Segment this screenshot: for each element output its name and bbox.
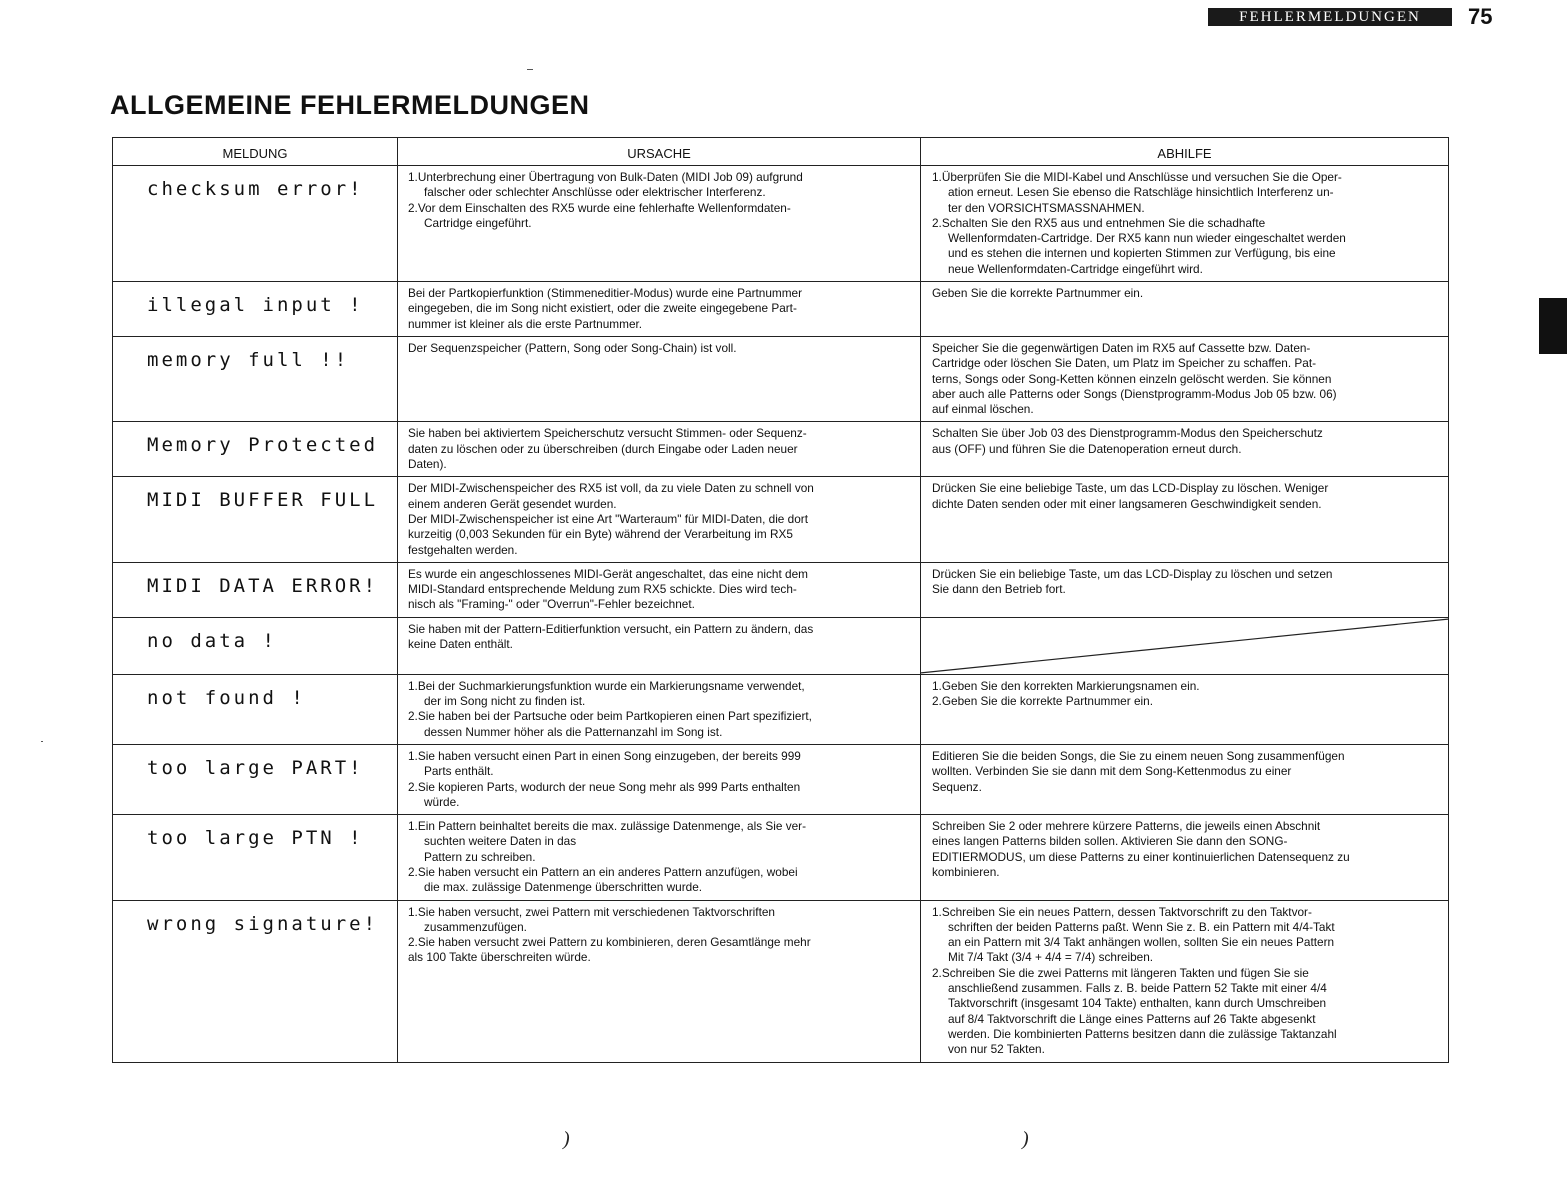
error-cause xyxy=(398,617,921,674)
cause-line: 1.Ein Pattern beinhaltet bereits die max. zulässige Datenmenge, als Sie ver- xyxy=(408,819,807,834)
error-message: too large PTN ! xyxy=(113,815,398,900)
error-cause xyxy=(398,166,921,282)
table-row xyxy=(113,282,1449,337)
remedy-line: 1.Überprüfen Sie die MIDI-Kabel und Anschlüsse und versuchen Sie die Oper- xyxy=(932,170,1342,184)
cause-line: die max. zulässige Datenmenge überschritten wurde. xyxy=(424,880,703,895)
remedy-line: 2.Schreiben Sie die zwei Patterns mit längeren Takten und fügen Sie sie xyxy=(932,965,1309,980)
error-message: too large PART! xyxy=(113,744,398,814)
remedy-line: von nur 52 Takten. xyxy=(948,1042,1045,1057)
cause-line: 2.Sie haben versucht zwei Pattern zu kombinieren, deren Gesamtlänge mehr xyxy=(408,935,811,950)
error-remedy xyxy=(921,900,1449,1062)
cause-line: MIDI-Standard entsprechende Meldung zum RX5 schickte. Dies wird tech- xyxy=(408,582,797,597)
cause-line: 1.Sie haben versucht einen Part in einen Song einzugeben, der bereits 999 xyxy=(408,748,801,763)
error-message: Memory Protected xyxy=(113,422,398,477)
remedy-line: neue Wellenformdaten-Cartridge eingeführt wird. xyxy=(948,261,1203,276)
remedy-line: Cartridge oder löschen Sie Daten, um Platz im Speicher zu schaffen. Pat- xyxy=(932,356,1317,371)
error-table xyxy=(112,137,1449,1063)
remedy-line: 1.Schreiben Sie ein neues Pattern, dessen Taktvorschrift zu den Taktvor- xyxy=(932,904,1312,919)
cause-line: 1.Unterbrechung einer Übertragung von Bulk-Daten (MIDI Job 09) aufgrund xyxy=(408,170,803,184)
error-remedy xyxy=(921,166,1449,282)
cause-line: Parts enthält. xyxy=(424,764,494,779)
thumb-index-marker xyxy=(1539,298,1567,354)
cause-line: der im Song nicht zu finden ist. xyxy=(424,694,586,709)
error-cause xyxy=(398,336,921,421)
remedy-line: aber auch alle Patterns oder Songs (Dienstprogramm-Modus Job 05 bzw. 06) xyxy=(932,386,1337,401)
cause-line: als 100 Takte überschreiten würde. xyxy=(408,950,591,965)
table-row xyxy=(113,744,1449,814)
strike-line xyxy=(921,618,1448,674)
remedy-line: Schreiben Sie 2 oder mehrere kürzere Patterns, die jeweils einen Abschnit xyxy=(932,819,1321,834)
remedy-line: und es stehen die internen und kopierten Stimmen zur Verfügung, bis eine xyxy=(948,246,1336,261)
table-row xyxy=(113,477,1449,562)
remedy-line: Sie dann den Betrieb fort. xyxy=(932,582,1066,597)
footer-mark-left: ) xyxy=(563,1128,570,1150)
cause-line: Bei der Partkopierfunktion (Stimmeneditier-Modus) wurde eine Partnummer xyxy=(408,286,803,301)
error-cause xyxy=(398,477,921,562)
cause-line: festgehalten werden. xyxy=(408,542,518,557)
table-row xyxy=(113,617,1449,674)
error-message: MIDI DATA ERROR! xyxy=(113,562,398,617)
remedy-line: Wellenformdaten-Cartridge. Der RX5 kann nun wieder eingeschaltet werden xyxy=(948,231,1346,246)
remedy-line: eines langen Patterns bilden sollen. Aktivieren Sie dann den SONG- xyxy=(932,834,1288,849)
cause-line: Der Sequenzspeicher (Pattern, Song oder Song-Chain) ist voll. xyxy=(408,340,737,355)
cause-line: 1.Bei der Suchmarkierungsfunktion wurde ein Markierungsname verwendet, xyxy=(408,678,805,693)
cause-line: falscher oder schlechter Anschlüsse oder elektrischer Interferenz. xyxy=(424,185,766,200)
remedy-line: Sequenz. xyxy=(932,779,982,794)
cause-line: kurzeitig (0,003 Sekunden für ein Byte) während der Verarbeitung im RX5 xyxy=(408,527,793,542)
error-cause xyxy=(398,674,921,744)
error-message: wrong signature! xyxy=(113,900,398,1062)
error-remedy xyxy=(921,744,1449,814)
table-row xyxy=(113,562,1449,617)
error-remedy xyxy=(921,336,1449,421)
error-message: memory full !! xyxy=(113,336,398,421)
remedy-line: Geben Sie die korrekte Partnummer ein. xyxy=(932,286,1144,301)
remedy-line: 1.Geben Sie den korrekten Markierungsnamen ein. xyxy=(932,678,1200,693)
cause-line: eingegeben, die im Song nicht existiert, oder die zweite eingegebene Part- xyxy=(408,301,797,316)
error-cause xyxy=(398,422,921,477)
remedy-line: werden. Die kombinierten Patterns besitzen dann die zulässige Taktanzahl xyxy=(948,1026,1337,1041)
cause-line: Pattern zu schreiben. xyxy=(424,849,536,864)
cause-line: Der MIDI-Zwischenspeicher des RX5 ist voll, da zu viele Daten zu schnell von xyxy=(408,481,814,496)
table-row xyxy=(113,674,1449,744)
page-title: ALLGEMEINE FEHLERMELDUNGEN xyxy=(110,90,590,120)
error-message: no data ! xyxy=(113,617,398,674)
cause-line: 2.Sie haben bei der Partsuche oder beim Partkopieren einen Part spezifiziert, xyxy=(408,709,812,724)
cause-line: Daten). xyxy=(408,457,447,472)
remedy-line: auf einmal löschen. xyxy=(932,402,1034,417)
remedy-line: wollten. Verbinden Sie sie dann mit dem Song-Kettenmodus zu einer xyxy=(932,764,1292,779)
cause-line: 2.Sie kopieren Parts, wodurch der neue Song mehr als 999 Parts enthalten xyxy=(408,779,801,794)
table-row xyxy=(113,900,1449,1062)
remedy-line: an ein Pattern mit 3/4 Takt anhängen wollen, sollten Sie ein neues Pattern xyxy=(948,935,1335,950)
error-message: checksum error! xyxy=(113,166,398,282)
remedy-line: Speicher Sie die gegenwärtigen Daten im RX5 auf Cassette bzw. Daten- xyxy=(932,340,1311,355)
page-number: 75 xyxy=(1468,4,1493,29)
cause-line: Sie haben mit der Pattern-Editierfunktion versucht, ein Pattern zu ändern, das xyxy=(408,621,814,636)
cause-line: zusammenzufügen. xyxy=(424,919,527,934)
cause-line: Es wurde ein angeschlossenes MIDI-Gerät angeschaltet, das eine nicht dem xyxy=(408,566,808,581)
cause-line: Der MIDI-Zwischenspeicher ist eine Art "Warteraum" für MIDI-Daten, die dort xyxy=(408,511,808,526)
table-row xyxy=(113,422,1449,477)
error-remedy xyxy=(921,282,1449,337)
error-message: illegal input ! xyxy=(113,282,398,337)
error-remedy xyxy=(921,674,1449,744)
remedy-line: EDITIERMODUS, um diese Patterns zu einer kontinuierlichen Datensequenz zu xyxy=(932,849,1350,864)
cause-line: 2.Vor dem Einschalten des RX5 wurde eine fehlerhafte Wellenformdaten- xyxy=(408,200,791,215)
remedy-line: Schalten Sie über Job 03 des Dienstprogramm-Modus den Speicherschutz xyxy=(932,426,1323,441)
remedy-line: ter den VORSICHTSMASSNAHMEN. xyxy=(948,200,1145,215)
cause-line: daten zu löschen oder zu überschreiben (durch Eingabe oder Laden neuer xyxy=(408,441,798,456)
table-row xyxy=(113,166,1449,282)
cause-line: suchten weitere Daten in das xyxy=(424,834,577,849)
error-remedy xyxy=(921,815,1449,900)
cause-line: dessen Nummer höher als die Patternanzahl im Song ist. xyxy=(424,724,723,739)
error-cause xyxy=(398,562,921,617)
error-cause xyxy=(398,900,921,1062)
remedy-line: 2.Geben Sie die korrekte Partnummer ein. xyxy=(932,694,1153,709)
table-row xyxy=(113,336,1449,421)
remedy-line: aus (OFF) und führen Sie die Datenoperation erneut durch. xyxy=(932,441,1242,456)
remedy-line: auf 8/4 Taktvorschrift die Länge eines Patterns auf 26 Takte abgesenkt xyxy=(948,1011,1316,1026)
remedy-line: kombinieren. xyxy=(932,864,1000,879)
remedy-line: schriften der beiden Patterns paßt. Wenn Sie z. B. ein Pattern mit 4/4-Takt xyxy=(948,919,1335,934)
error-message: not found ! xyxy=(113,674,398,744)
cause-line: Sie haben bei aktiviertem Speicherschutz versucht Stimmen- oder Sequenz- xyxy=(408,426,807,441)
cause-line: keine Daten enthält. xyxy=(408,637,513,652)
error-cause xyxy=(398,282,921,337)
cause-line: 1.Sie haben versucht, zwei Pattern mit verschiedenen Taktvorschriften xyxy=(408,904,775,919)
remedy-line: 2.Schalten Sie den RX5 aus und entnehmen Sie die schadhafte xyxy=(932,215,1266,230)
cause-line: würde. xyxy=(424,794,460,809)
column-header-cause: URSACHE xyxy=(398,138,921,166)
remedy-line: Editieren Sie die beiden Songs, die Sie zu einem neuen Song zusammenfügen xyxy=(932,748,1345,763)
error-remedy-empty xyxy=(921,617,1449,674)
remedy-line: anschließend zusammen. Falls z. B. beide Pattern 52 Takte mit einer 4/4 xyxy=(948,981,1327,996)
remedy-line: Drücken Sie eine beliebige Taste, um das LCD-Display zu löschen. Weniger xyxy=(932,481,1329,496)
scan-mark xyxy=(41,741,43,742)
error-cause xyxy=(398,744,921,814)
column-header-remedy: ABHILFE xyxy=(921,138,1449,166)
error-message: MIDI BUFFER FULL xyxy=(113,477,398,562)
remedy-line: terns, Songs oder Song-Ketten können einzeln gelöscht werden. Sie können xyxy=(932,371,1332,386)
table-header-row xyxy=(113,138,1449,166)
column-header-message: MELDUNG xyxy=(113,138,398,166)
scan-mark xyxy=(527,69,533,70)
remedy-line: Taktvorschrift (insgesamt 104 Takte) enthalten, kann durch Umschreiben xyxy=(948,996,1327,1011)
section-tag: FEHLERMELDUNGEN xyxy=(1208,8,1452,26)
remedy-line: ation erneut. Lesen Sie ebenso die Ratschläge hinsichtlich Interferenz un- xyxy=(948,185,1334,200)
error-remedy xyxy=(921,562,1449,617)
cause-line: einem anderen Gerät gesendet wurden. xyxy=(408,496,617,511)
cause-line: nummer ist kleiner als die erste Partnummer. xyxy=(408,316,643,331)
cause-line: Cartridge eingeführt. xyxy=(424,215,532,230)
remedy-line: Drücken Sie ein beliebige Taste, um das LCD-Display zu löschen und setzen xyxy=(932,566,1333,581)
error-remedy xyxy=(921,422,1449,477)
cause-line: 2.Sie haben versucht ein Pattern an ein anderes Pattern anzufügen, wobei xyxy=(408,864,798,879)
error-cause xyxy=(398,815,921,900)
remedy-line: dichte Daten senden oder mit einer langsameren Geschwindigkeit senden. xyxy=(932,496,1322,511)
footer-mark-right: ) xyxy=(1022,1128,1029,1150)
error-remedy xyxy=(921,477,1449,562)
remedy-line: Mit 7/4 Takt (3/4 + 4/4 = 7/4) schreiben. xyxy=(948,950,1154,965)
table-row xyxy=(113,815,1449,900)
cause-line: nisch als "Framing-" oder "Overrun"-Fehler bezeichnet. xyxy=(408,597,695,612)
